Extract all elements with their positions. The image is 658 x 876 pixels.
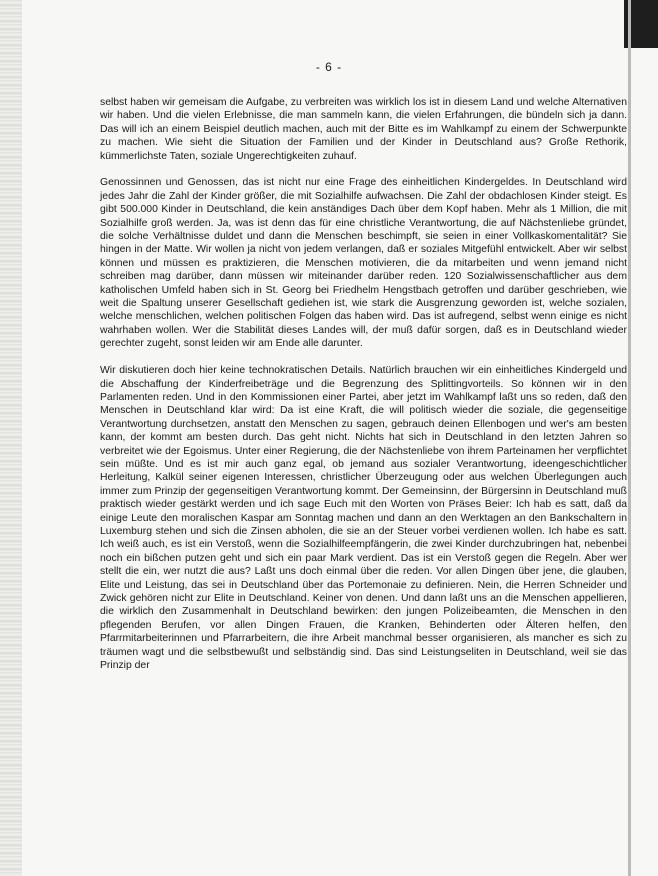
paragraph-2: Genossinnen und Genossen, das ist nicht nur eine Frage des einheitlichen Kindergeldes. In Deutschland wird jedes Jahr die Zahl der Kinder größer, die mit Sozialhilfe aufwachsen. Die Zahl der obdachlosen Kinder steigt. Es gibt 500.000 Kinder in Deutschland, die kein anständiges Dach über dem Kopf haben. Mehr als 1 Million, die mit Sozialhilfe groß werden. Ja, was ist denn das für eine christliche Verantwortung, die auf Nächstenliebe gründet, die solche Verhältnisse duldet und dann die Menschen beschimpft, sie seien in einer Vollkaskomentalität? Sie hingen in der Matte. Wir wollen ja nicht von jedem verlangen, daß er soziales Mitgefühl entwickelt. Aber wir selbst können und müssen es praktizieren, die Menschen motivieren, die da mitarbeiten und wenn jemand nicht schreiben mag darüber, dann müssen wir miteinander darüber reden. 120 Sozialwissenschaftlicher aus dem katholischen Umfeld haben sich in St. Georg bei Friedhelm Hengstbach getroffen und darüber geschrieben, wie weit die Spaltung unserer Gesellschaft gediehen ist, wie stark die Ausgrenzung geworden ist, welche sozialen, welche menschlichen, welchen politischen Folgen das haben wird. Das ist aufregend, selbst wenn einige es nicht wahrhaben wollen. Wer die Stabilität dieses Landes will, der muß dafür sorgen, daß es in Deutschland wieder gerechter zugeht, sonst leiden wir am Ende alle darunter. xyxy=(100,177,627,350)
paragraph-3: Wir diskutieren doch hier keine technokratischen Details. Natürlich brauchen wir ein einheitliches Kindergeld und die Abschaffung der Kinderfreibeträge und die Begrenzung des Splittingvorteils. So können wir in den Parlamenten reden. Und in den Kommissionen einer Partei, aber jetzt im Wahlkampf laßt uns so reden, daß den Menschen in Deutschland klar wird: Da ist eine Kraft, die will politisch wieder die soziale, die gegenseitige Verantwortung durchsetzen, anstatt den Menschen zu sagen, gebrauch deinen Ellenbogen und wer's am besten kann, der kommt am besten durch. Das geht nicht. Nichts hat sich in Deutschland in den letzten Jahren so verbreitet wie der Egoismus. Unter einer Regierung, die der Nächstenliebe von ihrem Parteinamen her verpflichtet sein müßte. Und es ist mir auch ganz egal, ob jemand aus sozialer Verantwortung, ideengeschichtlicher Herleitung, Kalkül seiner eigenen Interessen, christlicher Überzeugung oder aus welchen Überlegungen auch immer zum Prinzip der gegenseitigen Verantwortung kommt. Der Gemeinsinn, der Bürgersinn in Deutschland muß praktisch wieder gestärkt werden und ich sage Euch mit den Worten von Präses Beier: Ich hab es satt, daß da einige Leute den moralischen Kaspar am Sonntag machen und dann an den Werktagen an den Bankschaltern in Luxemburg stehen und sich die Zinsen abholen, die sie an der Steuer vorbei verdienen wollen. Ich habe es satt. Ich weiß auch, es ist ein Verstoß, wenn die Sozialhilfeempfängerin, die zwei Kinder durchzubringen hat, nebenbei noch ein bißchen putzen geht und sich ein paar Mark verdient. Das ist ein Verstoß gegen die Regeln. Aber wer stellt die ein, wer nutzt die aus? Laßt uns doch einmal über die reden. Vor allen Dingen über jene, die glauben, Elite und Leistung, das sei in Deutschland über das Portemonaie zu definieren. Nein, die Herren Schneider und Zwick gehören nicht zur Elite in Deutschland. Keiner von denen. Und dann laßt uns an die Menschen appellieren, die wirklich den Zusammenhalt in Deutschland bewirken: den jungen Polizeibeamten, die Menschen in den pflegenden Berufen, vor allen Dingen Frauen, die Kranken, Behinderten oder Älteren helfen, den Pfarrmitarbeiterinnen und Pfarrarbeitern, die ihre Arbeit manchmal besser organisieren, als mancher es sich zu träumen wagt und die selbstbewußt und selbständig sind. Das sind Leistungseliten in Deutschland, weil sie das Prinzip der xyxy=(100,365,627,672)
document-body xyxy=(100,96,627,686)
paragraph-1: selbst haben wir gemeisam die Aufgabe, zu verbreiten was wirklich los ist in diesem Land und welche Alternativen wir haben. Und die vielen Erlebnisse, die man sammeln kann, die vielen Erfahrungen, die bündeln sich ja dann. Das will ich an einem Beispiel deutlich machen, auch mit der Bitte es im Wahlkampf zu einem der Schwerpunkte zu machen. Wie sieht die Situation der Familien und der Kinder in Deutschland aus? Große Rethorik, kümmerlichste Taten, soziale Ungerechtigkeiten zuhauf. xyxy=(100,97,627,162)
page-number: - 6 - xyxy=(315,60,343,74)
scan-edge-right xyxy=(624,0,658,48)
scan-edge-left xyxy=(0,0,22,876)
